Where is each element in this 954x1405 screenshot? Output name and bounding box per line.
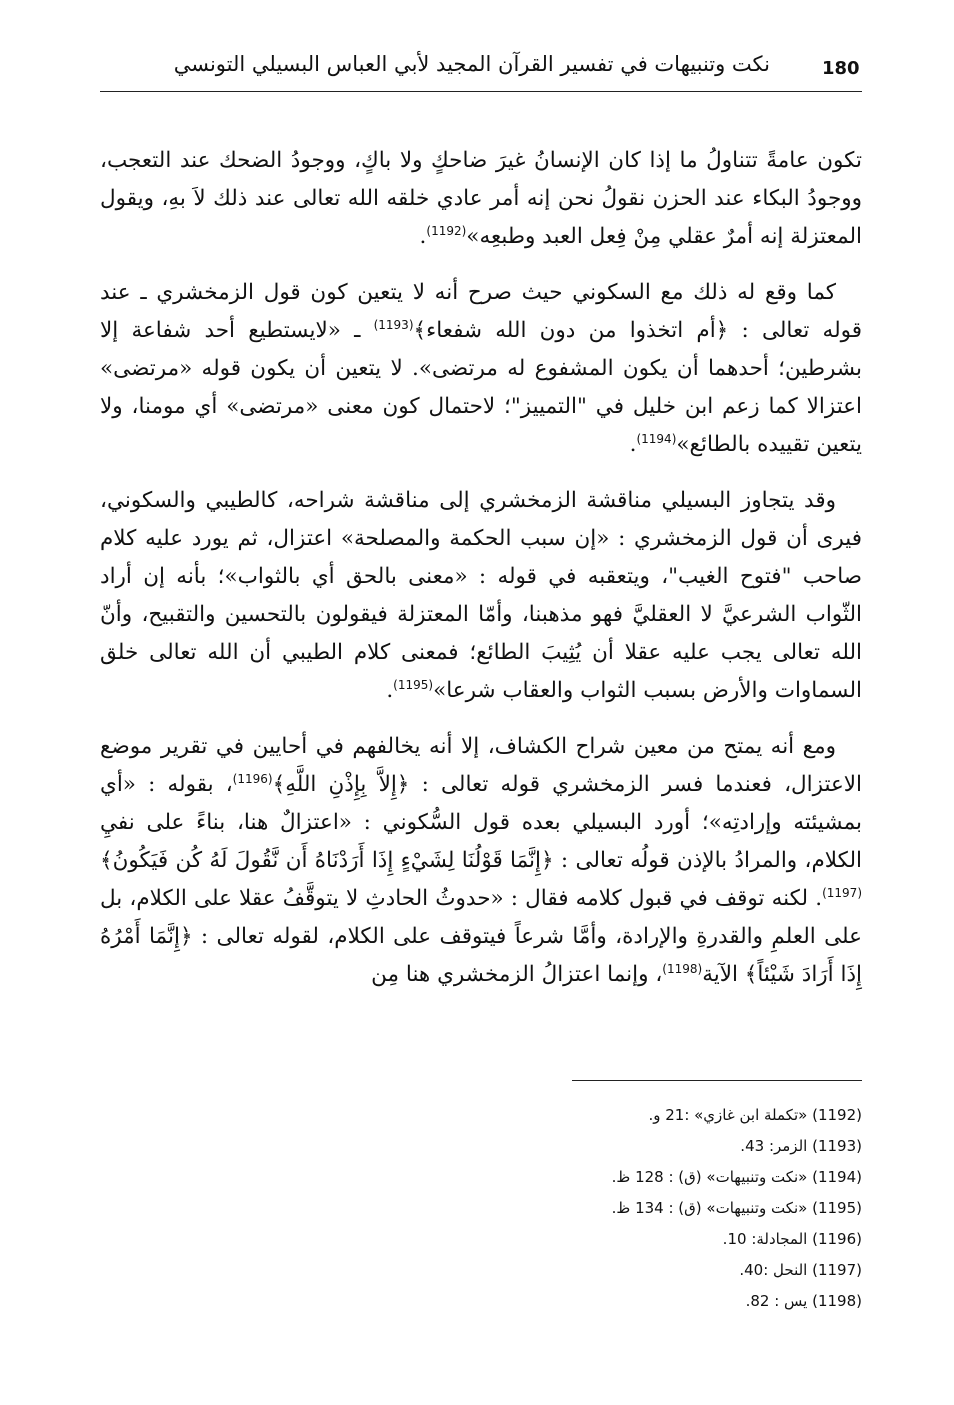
paragraph-text: ، وإنما اعتزالُ الزمخشري هنا مِن bbox=[371, 962, 663, 987]
footnote-1196: (1196) المجادلة: 10. bbox=[722, 1230, 862, 1248]
paragraph-4 bbox=[100, 728, 862, 994]
header-divider bbox=[100, 91, 862, 92]
main-text bbox=[100, 142, 862, 1012]
footnote-1194: (1194) «نكت وتنبيهات» (ق) : 128 ظ. bbox=[611, 1168, 862, 1186]
footnote-marker[interactable]: (1192) bbox=[426, 223, 467, 238]
footnote-1198: (1198) يس : 82. bbox=[745, 1292, 862, 1310]
footnote-1197: (1197) النحل :40. bbox=[739, 1261, 862, 1279]
paragraph-text: ـ «لايستطيع أحد شفاعة إلا بشرطين؛ أحدهما أن يكون المشفوع له مرتضى». لا يتعين أن يكون قوله «مرتضى» اعتزالا كما زعم ابن خليل في "التمييز"؛ لاحتمال كون معنى «مرتضى» أي مومنا، ولا يتعين تقييده بالطائع» bbox=[100, 318, 862, 457]
footnotes bbox=[362, 1100, 862, 1317]
footnote-marker[interactable]: (1196) bbox=[232, 771, 273, 786]
paragraph-3 bbox=[100, 482, 862, 710]
paragraph-text: وقد يتجاوز البسيلي مناقشة الزمخشري إلى مناقشة شراحه، كالطيبي والسكوني، فيرى أن قول الزمخشري : «إن سبب الحكمة والمصلحة» اعتزال، ثم يورد عليه كلام صاحب "فتوح الغيب"، ويتعقبه في قوله : «معنى بالحق أي بالثواب»؛ بأنه إن أراد الثّواب الشرعيَّ لا العقليَّ فهو مذهبنا، وأمّا المعتزلة فيقولون بالتحسين والتقبيح، وأنّ الله تعالى يجب عليه عقلا أن يُثِيبَ الطائع؛ فمعنى كلام الطيبي أن الله تعالى خلق السماوات والأرض بسبب الثواب والعقاب شرعا» bbox=[100, 488, 862, 703]
footnote-marker[interactable]: (1195) bbox=[393, 677, 434, 692]
footnote-divider bbox=[572, 1080, 862, 1081]
paragraph-1 bbox=[100, 142, 862, 256]
footnote-marker[interactable]: (1198) bbox=[662, 961, 703, 976]
paragraph-text: تكون عامةً تتناولُ ما إذا كان الإنسانُ غيرَ ضاحكٍ ولا باكٍ، ووجودُ الضحك عند التعجب، ووجودُ البكاء عند الحزن نقولُ نحن إنه أمر عادي خلقه الله تعالى عند ذلك لاَ بهِ، ويقول المعتزلة إنه أمرٌ عقلي مِنْ فِعل العبد وطبعِه» bbox=[100, 148, 862, 249]
paragraph-text: . bbox=[419, 224, 427, 249]
paragraph-text: . لكنه توقف في قبول كلامه فقال : «حدوثُ الحادثِ لا يتوقَّفُ عقلا على الكلام، بل على العلمِ والقدرةِ والإرادة، وأمَّا شرعاً فيتوقف على الكلام، لقوله تعالى : ﴿إِنَّمَا أَمْرُهُ إِذَا أَرَادَ شَيْئاً﴾ الآية bbox=[100, 886, 862, 987]
footnote-marker[interactable]: (1193) bbox=[373, 317, 414, 332]
paragraph-text: . bbox=[386, 678, 394, 703]
footnote-1192: (1192) «تكملة ابن غازي» :21 و. bbox=[648, 1106, 862, 1124]
paragraph-2 bbox=[100, 274, 862, 464]
paragraph-text: كما وقع له ذلك مع السكوني حيث صرح أنه لا يتعين كون قول الزمخشري ـ عند قوله تعالى : ﴿أم اتخذوا من دون الله شفعاء﴾ bbox=[100, 280, 862, 343]
running-title: نكت وتنبيهات في تفسير القرآن المجيد لأبي العباس البسيلي التونسي bbox=[173, 52, 770, 76]
running-header bbox=[100, 52, 862, 92]
footnote-marker[interactable]: (1194) bbox=[636, 431, 677, 446]
footnote-1193: (1193) الزمر: 43. bbox=[740, 1137, 862, 1155]
paragraph-text: . bbox=[629, 432, 637, 457]
paragraph-text: ، بقوله : «أي بمشيئته وإرادتِه»؛ أورد البسيلي بعده قول السُّكوني : «اعتزالٌ هنا، بناءً على نفيِ الكلام، والمرادُ بالإذن قولُه تعالى : ﴿إِنَّمَا قَوْلُنَا لِشَيْءٍ إِذَا أَرَدْنَاهُ أَن نَّقُولَ لَهُ كُن فَيَكُونُ﴾ bbox=[100, 772, 862, 873]
page-number: 180 bbox=[822, 58, 860, 79]
footnote-marker[interactable]: (1197) bbox=[822, 885, 862, 900]
footnote-1195: (1195) «نكت وتنبيهات» (ق) : 134 ظ. bbox=[611, 1199, 862, 1217]
paragraph-text: ومع أنه يمتح من معين شراح الكشاف، إلا أنه يخالفهم في أحايين في تقرير موضع الاعتزال، فعندما فسر الزمخشري قوله تعالى : ﴿إِلاَّ بِإِذْنِ اللَّهِ﴾ bbox=[100, 734, 863, 797]
